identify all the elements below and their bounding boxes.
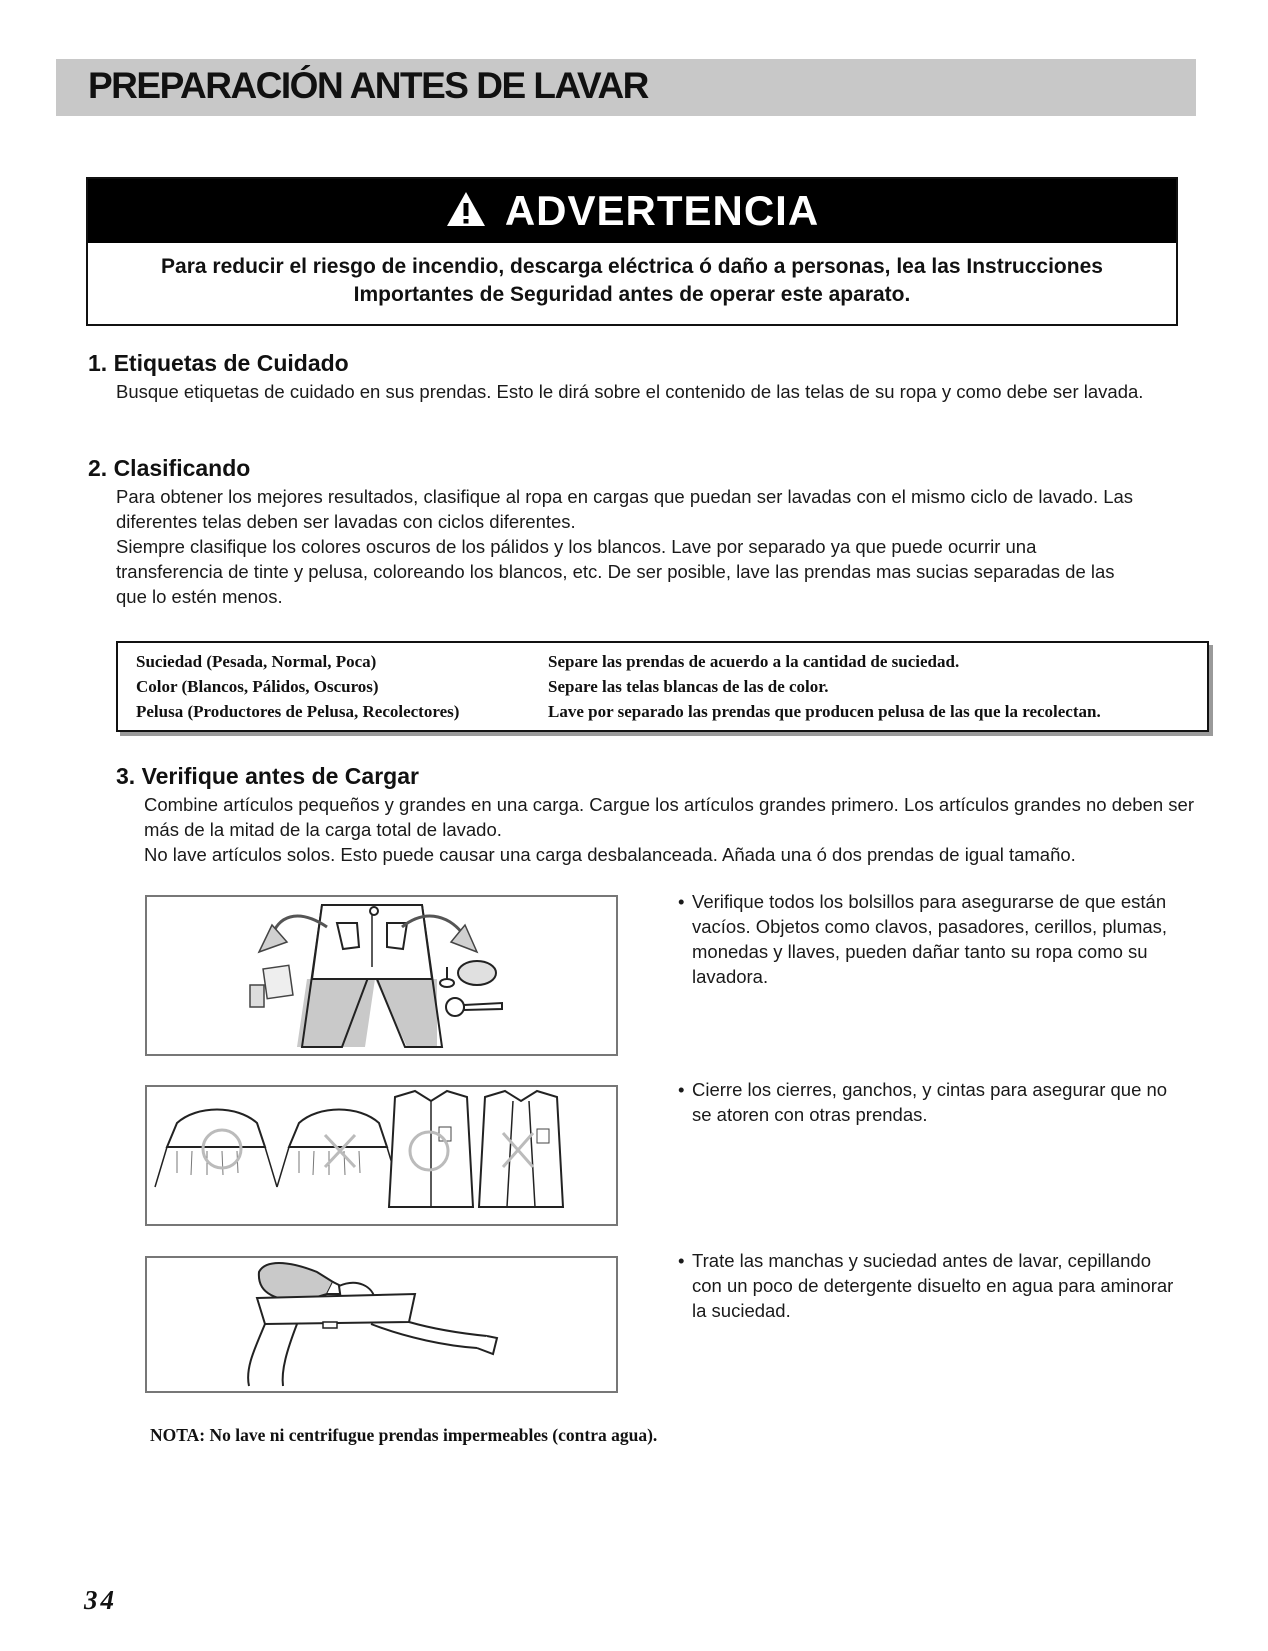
table-cell: Suciedad (Pesada, Normal, Poca) [136, 651, 377, 671]
page-title: PREPARACIÓN ANTES DE LAVAR [88, 65, 648, 106]
section-sorting [88, 455, 1148, 609]
section-paragraph: No lave artículos solos. Esto puede causar una carga desbalanceada. Añada una ó dos prendas de igual tamaño. [144, 844, 1076, 865]
section-paragraph: Para obtener los mejores resultados, clasifique al ropa en cargas que puedan ser lavadas con el mismo ciclo de lavado. Las diferentes telas deben ser lavadas con ciclos diferentes. [116, 486, 1134, 532]
table-cell: Separe las telas blancas de las de color. [548, 676, 829, 696]
warning-heading: ADVERTENCIA [504, 187, 820, 234]
bullet-marker: • [678, 891, 685, 912]
section-paragraph: Siempre clasifique los colores oscuros de los pálidos y los blancos. Lave por separado ya que puede ocurrir una transferencia de tinte y pelusa, coloreando los blancos, etc. De ser posible, lave las prendas mas sucias separadas de las que lo estén menos. [116, 536, 1115, 607]
tip-text: Verifique todos los bolsillos para asegurarse de que están vacíos. Objetos como clavos, pasadores, cerillos, plumas, monedas y llaves, pueden dañar tanto su ropa como su lavadora. [692, 891, 1168, 987]
tip-text: Cierre los cierres, ganchos, y cintas para asegurar que no se atoren con otras prendas. [692, 1079, 1168, 1125]
table-cell: Lave por separado las prendas que producen pelusa de las que la recolectan. [548, 701, 1101, 721]
pockets-illustration [145, 895, 618, 1056]
page-number: 34 [84, 1585, 117, 1615]
section-heading: 1. Etiquetas de Cuidado [88, 350, 349, 376]
table-cell: Color (Blancos, Pálidos, Oscuros) [136, 676, 379, 696]
table-row [136, 699, 1101, 724]
bullet-marker: • [678, 1079, 685, 1100]
tip-text: Trate las manchas y suciedad antes de lavar, cepillando con un poco de detergente disuelto en agua para aminorar la suciedad. [692, 1250, 1174, 1321]
table-row [136, 649, 1101, 674]
section-paragraph: Combine artículos pequeños y grandes en una carga. Cargue los artículos grandes primero. Los artículos grandes no deben ser más de la mitad de la carga total de lavado. [144, 794, 1194, 840]
bullet-marker: • [678, 1250, 685, 1271]
sorting-table [116, 641, 1209, 732]
section-care-labels [88, 350, 1148, 404]
section-paragraph: Busque etiquetas de cuidado en sus prendas. Esto le dirá sobre el contenido de las telas de su ropa y como debe ser lavada. [116, 381, 1144, 402]
section-heading: 2. Clasificando [88, 455, 251, 481]
stain-treatment-illustration [145, 1256, 618, 1393]
warning-header [88, 179, 1176, 243]
section-check-before-loading [116, 763, 1206, 867]
tip-treat-stains [678, 1248, 1178, 1323]
table-row [136, 674, 1101, 699]
section-heading: 3. Verifique antes de Cargar [116, 763, 419, 789]
warning-triangle-icon [445, 190, 487, 233]
tip-empty-pockets [678, 889, 1178, 989]
tip-close-zippers [678, 1077, 1178, 1127]
note-text: NOTA: No lave ni centrifugue prendas impermeables (contra agua). [150, 1425, 658, 1445]
table-cell: Separe las prendas de acuerdo a la cantidad de suciedad. [548, 651, 960, 671]
zippers-illustration [145, 1085, 618, 1226]
warning-text: Para reducir el riesgo de incendio, descarga eléctrica ó daño a personas, lea las Instrucciones Importantes de Seguridad antes de operar este aparato. [161, 255, 1103, 306]
warning-box [86, 177, 1178, 326]
table-cell: Pelusa (Productores de Pelusa, Recolectores) [136, 701, 460, 721]
title-bar [56, 59, 1196, 116]
